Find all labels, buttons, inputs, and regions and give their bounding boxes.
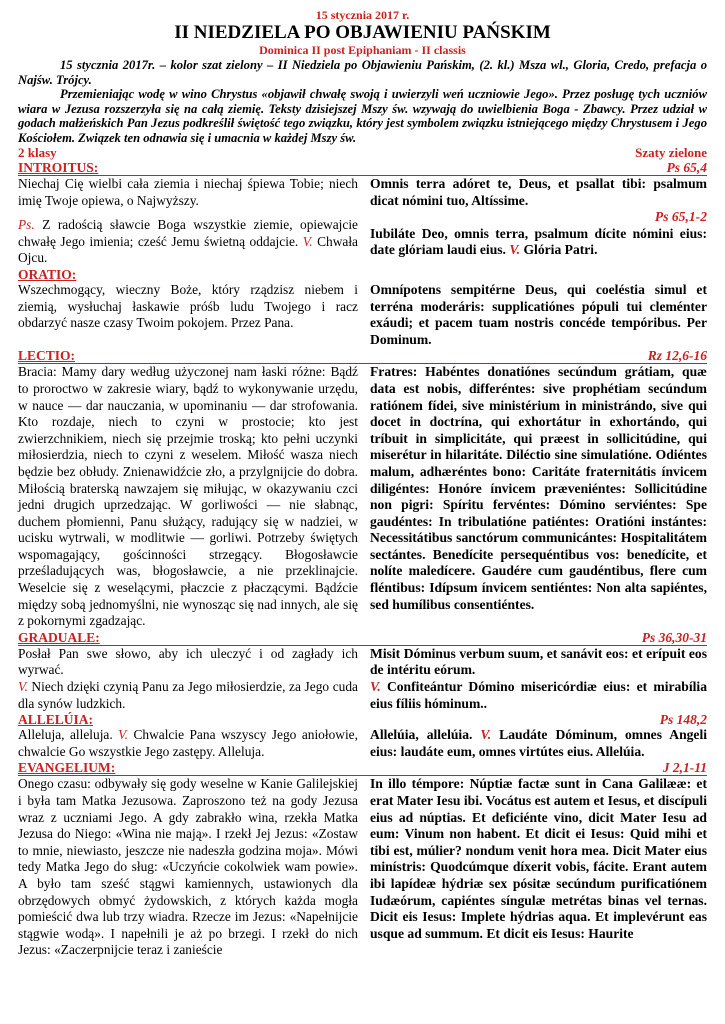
evangelium-polish: Onego czasu: odbywały się gody weselne w Kanie Galilejskiej i była tam Matka Jezusowa. Zaproszono też na gody Jezusa wraz z uczniami Jego. A gdy zabrakło wina, rzekła Matka Jezusa do Niego: «Wina nie mają». I rzekł Jej Jezus: «Zostaw to mnie, niewiasto, jeszcze nie nadeszła godzina moja». Mówi tedy Matka Jego do sług: «Uczyńcie cokolwiek wam powie». A było tam sześć stągwi kamiennych, ustawionych dla obrzędowych obmyć żydowskich, z których każda mogła pomieścić dwa lub trzy wiadra. Rzecze im Jezus: «Napełnijcie stągwie wodą». I napełnili je aż po brzegi. I rzekł do nich Jezus: «Zaczerpnijcie teraz i zanieście: [18, 776, 358, 958]
intro-block: [18, 58, 707, 145]
graduale-la-2: Confiteántur Dómino misericórdiæ eius: et mirabília eius fíliis hóminum..: [370, 679, 707, 711]
versicle-marker: V.: [118, 727, 128, 743]
introitus-section: [18, 176, 707, 267]
graduale-polish: [18, 646, 370, 712]
intro-paragraph-2: Przemieniając wodę w wino Chrystus «objawił chwałę swoją i uwierzyli weń uczniowie Jego». Przez posługę tych uczniów wiara w Jezusa rozszerzyła się na całą ziemię. Teksty dzisiejszej Mszy św. wzywają do uwielbienia Boga - Zbawcy. Przez udział w godach małżeńskich Pan Jezus podkreślił świętość tego związku, który jest symbolem związku istniejącego między Chrystusem i Jego Kościołem. Związek ten odnawia się i umacnia w każdej Mszy św.: [18, 87, 707, 145]
introitus-pl-gloria: Chwała Ojcu.: [18, 233, 358, 266]
date-heading: 15 stycznia 2017 r.: [315, 8, 410, 22]
evangelium-latin: In illo témpore: Núptiæ factæ sunt in Cana Galilææ: et erat Mater Iesu ibi. Vocátus est autem et Iesus, et discípuli eius ad núptias. Et deficiénte vino, dicit Mater Iesu ad eum: Vinum non habent. Et dicit ei Iesus: Quid mihi et tibi est, múlier? nondum venit hora mea. Dicit Mater eius minístris: Quodcúmque díxerit vobis, fácite. Erant autem ibi lapídeæ hýdriæ sex pósitæ secúndum purificatiónem Iudæórum, capiéntes síngulæ metrétas binas vel ternas. Dicit eis Iesus: Implete hýdrias aqua. Et implevérunt eas usque ad summum. Et dicit eis Iesus: Haurite: [370, 776, 707, 941]
vestment-color: Szaty zielone: [635, 145, 707, 160]
oratio-label: ORATIO:: [18, 266, 77, 282]
lectio-header: [18, 348, 707, 364]
alleluia-pl-a: Alleluja, alleluja.: [18, 727, 113, 743]
alleluia-polish: [18, 727, 370, 760]
graduale-latin: [370, 646, 707, 712]
versicle-marker: V.: [509, 242, 521, 258]
alleluia-pl-line: [18, 727, 358, 760]
introitus-ref-2: Ps 65,1-2: [654, 209, 707, 225]
alleluia-pl-b: Chwalcie Pana wszyscy Jego aniołowie, chwalcie Go wszystkie Jego zastępy. Alleluja.: [18, 727, 358, 759]
introitus-pl-antiphon: Niechaj Cię wielbi cała ziemia i niechaj śpiewa Tobie; niech imię Twoje opiewa, o Najwyższy.: [18, 176, 358, 208]
evangelium-label: EVANGELIUM:: [18, 760, 116, 776]
lectio-section: [18, 364, 707, 630]
introitus-la-psalm: [370, 226, 707, 259]
evangelium-ref: J 2,1-11: [662, 760, 707, 776]
introitus-latin: [370, 176, 707, 267]
class-line: [18, 145, 707, 160]
evangelium-header: [18, 760, 707, 776]
lectio-ref: Rz 12,6-16: [647, 348, 707, 364]
alleluia-la-b: Laudáte Dóminum, omnes Angeli eius: laudáte eum, omnes virtútes eius. Allelúia.: [370, 727, 708, 759]
alleluia-section: [18, 727, 707, 760]
alleluia-label: ALLELÚIA:: [18, 712, 94, 728]
alleluia-ref: Ps 148,2: [659, 712, 707, 728]
liturgical-class: 2 klasy: [18, 145, 57, 160]
graduale-pl-1: Posłał Pan swe słowo, aby ich uleczyć i od zagłady ich wyrwać.: [18, 645, 358, 678]
lectio-label: LECTIO:: [18, 348, 76, 364]
introitus-header: [18, 160, 707, 176]
oratio-header: [18, 267, 707, 282]
introitus-pl-psalm-text: Z radością sławcie Boga wszystkie ziemie, opiewajcie chwałę Jego imienia; cześć Jemu świetną oddajcie.: [18, 217, 358, 249]
lectio-latin: Fratres: Habéntes donatiónes secúndum grátiam, quæ data est nobis, differéntes: sive prophétiam secúndum ratiónem fídei, sive ministérium in ministrándo, sive qui docet in doctrína, qui exhortátur in exhortándo, qui tríbuit in simplicitáte, qui præest in sollicitúdine, qui miserétur in hilaritáte. Diléctio sine simulatióne. Odiéntes malum, adhæréntes bono: Caritáte fraternitátis ínvicem diligéntes: Honóre ínvicem præveniéntes: Sollicitúdine non pigri: Spíritu fervéntes: Dómino serviéntes: Spe gaudéntes: In tribulatióne patiéntes: Oratióni instántes: Necessitátibus sanctórum communicántes: Hospitalitátem sectántes. Benedícite persequéntibus vos: benedícite, et nolíte maledícere. Gaudére cum gaudéntibus, flere cum fléntibus: Idípsum ínvicem sentiéntes: Non alta sapiéntes, sed humílibus consentiéntes.: [370, 364, 707, 612]
introitus-la-psalm-text: Iubiláte Deo, omnis terra, psalmum dícite nómini eius: date glóriam laudi eius.: [370, 225, 707, 258]
oratio-polish: Wszechmogący, wieczny Boże, który rządzisz niebem i ziemią, wysłuchaj łaskawie próśb ludu Twojego i racz obdarzyć nasze czasy Twoim pokojem. Przez Pana.: [18, 281, 358, 331]
versicle-marker: V.: [480, 727, 492, 743]
versicle-marker: V.: [18, 679, 28, 695]
versicle-marker: V.: [370, 679, 381, 695]
graduale-label: GRADUALE:: [18, 629, 100, 645]
graduale-section: [18, 646, 707, 712]
page-title: II NIEDZIELA PO OBJAWIENIU PAŃSKIM: [174, 22, 551, 43]
oratio-latin: Omnípotens sempitérne Deus, qui coeléstia simul et terréna moderáris: supplicatiónes pópuli tui cleménter exáudi; et pacem tuam nostris concéde tempóribus. Per Dominum.: [370, 281, 707, 347]
introitus-pl-psalm: [18, 217, 358, 267]
versicle-marker: V.: [302, 233, 313, 249]
alleluia-latin: [370, 727, 707, 760]
graduale-la-2-line: [370, 679, 707, 712]
introitus-polish: [18, 176, 370, 267]
introitus-la-antiphon: Omnis terra adóret te, Deus, et psallat tibi: psalmum dicat nómini tuo, Altíssime.: [370, 176, 707, 208]
graduale-header: [18, 630, 707, 646]
intro-paragraph-1: 15 stycznia 2017r. – kolor szat zielony – II Niedziela po Objawieniu Pańskim, (2. kl.) Msza wl., Gloria, Credo, prefacja o Najśw. Trójcy.: [18, 58, 707, 87]
graduale-la-1: Misit Dóminus verbum suum, et sanávit eos: et erípuit eos de intéritu eórum.: [370, 645, 707, 678]
lectio-polish: Bracia: Mamy dary według użyczonej nam łaski różne: Bądź to proroctwo w zakresie wiary, bądź to wykonywanie urzędu, w nauce — dar nauczania, w upominaniu — dar strofowania. Kto rozdaje, niech to czyni w prostocie; kto jest zwierzchnikiem, niech się przejmie troską; kto pełni uczynki miłosierdzia, niech to czyni z weselem. Miłość wasza niech będzie bez obłudy. Znienawidźcie zło, a przylgnijcie do dobra. Miłością braterską nawzajem się miłując, w okazywaniu czci jedni drugich uprzedzając. W gorliwości — nie słabnąc, duchem płomienni, Panu służący, radujący się w nadziei, w ucisku wytrwali, w modlitwie — gorliwi. Potrzeby świętych wspomagający, gościnności strzegący. Błogosławcie prześladujących was, błogosławcie, a nie przeklinajcie. Weselcie się z weselącymi, płaczcie z płaczącymi. Bądźcie między sobą jednomyślni, nie wynosząc się nad innych, ale się z pokornymi zgadzając.: [18, 364, 358, 629]
introitus-label: INTROITUS:: [18, 160, 99, 175]
psalm-marker: Ps.: [18, 217, 35, 233]
graduale-pl-2-line: [18, 679, 358, 712]
alleluia-la-line: [370, 727, 707, 760]
evangelium-section: [18, 776, 707, 959]
latin-title: Dominica II post Epiphaniam - II classis: [259, 43, 466, 57]
graduale-ref: Ps 36,30-31: [641, 629, 707, 645]
alleluia-header: [18, 712, 707, 727]
graduale-pl-2: Niech dzięki czynią Panu za Jego miłosierdzie, za Jego cuda dla synów ludzkich.: [18, 679, 358, 711]
oratio-section: [18, 282, 707, 348]
introitus-la-gloria: Glória Patri.: [523, 242, 598, 258]
alleluia-la-a: Allelúia, allelúia.: [370, 727, 473, 743]
introitus-ref: Ps 65,4: [666, 160, 707, 175]
